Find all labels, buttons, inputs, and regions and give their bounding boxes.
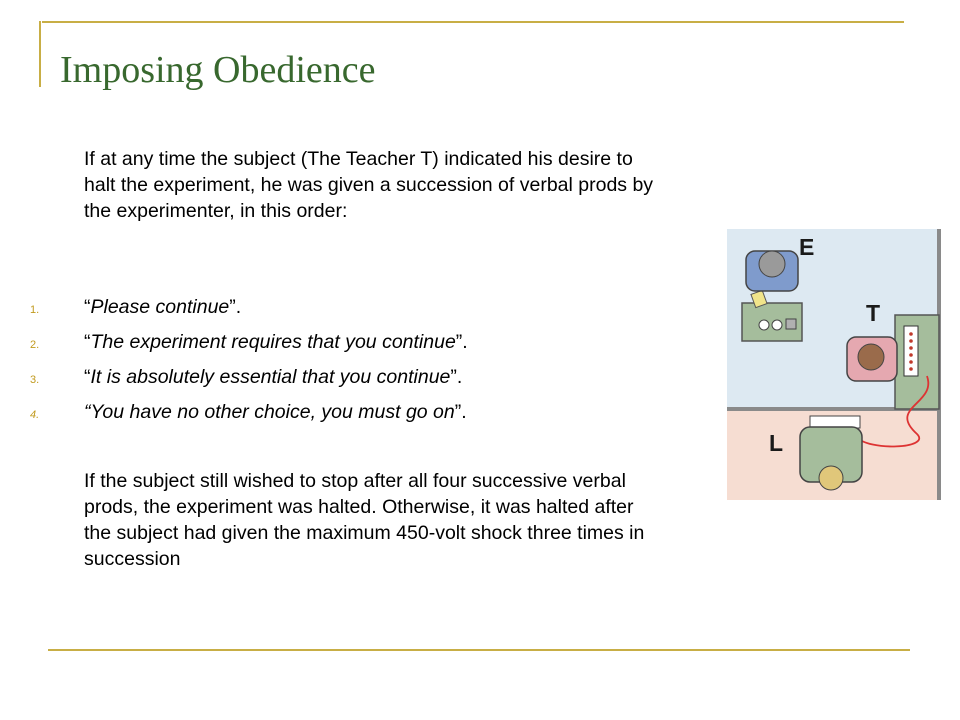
- switch-light: [909, 339, 913, 343]
- list-number: 3.: [30, 374, 40, 386]
- prod-text: “You have no other choice, you must go on”.: [84, 401, 467, 423]
- slide-title: Imposing Obedience: [60, 49, 376, 91]
- teacher-label: T: [866, 300, 881, 326]
- list-number: 1.: [30, 304, 40, 316]
- learner-label: L: [769, 430, 784, 456]
- list-number: 4.: [30, 409, 40, 421]
- switch-light: [909, 360, 913, 364]
- conclusion-paragraph: If the subject still wished to stop after all four successive verbal prods, the experiment was halted. Otherwise, it was halted after the subject had given the maximum 450-volt shock three times in succession: [84, 470, 645, 570]
- answer-box: [810, 416, 860, 428]
- switch-light: [909, 353, 913, 357]
- left-rule: [39, 21, 41, 87]
- experimenter-head: [759, 251, 785, 277]
- switch-light: [909, 332, 913, 336]
- prod-text: “The experiment requires that you continue”.: [84, 331, 468, 353]
- control-box: [786, 319, 796, 329]
- list-number: 2.: [30, 339, 40, 351]
- teacher-head: [858, 344, 884, 370]
- bottom-rule: [48, 649, 910, 651]
- prod-text: “It is absolutely essential that you continue”.: [84, 366, 463, 388]
- dial-icon: [759, 320, 769, 330]
- room-layout-illustration: [727, 229, 941, 500]
- prod-text: “Please continue”.: [84, 296, 242, 318]
- switch-light: [909, 346, 913, 350]
- dial-icon: [772, 320, 782, 330]
- top-rule: [42, 21, 904, 23]
- experimenter-label: E: [799, 234, 815, 260]
- intro-paragraph: If at any time the subject (The Teacher T) indicated his desire to halt the experiment, he was given a succession of verbal prods by the experimenter, in this order:: [84, 148, 654, 222]
- switch-light: [909, 367, 913, 371]
- learner-head: [819, 466, 843, 490]
- milgram-experiment-diagram: [727, 229, 941, 500]
